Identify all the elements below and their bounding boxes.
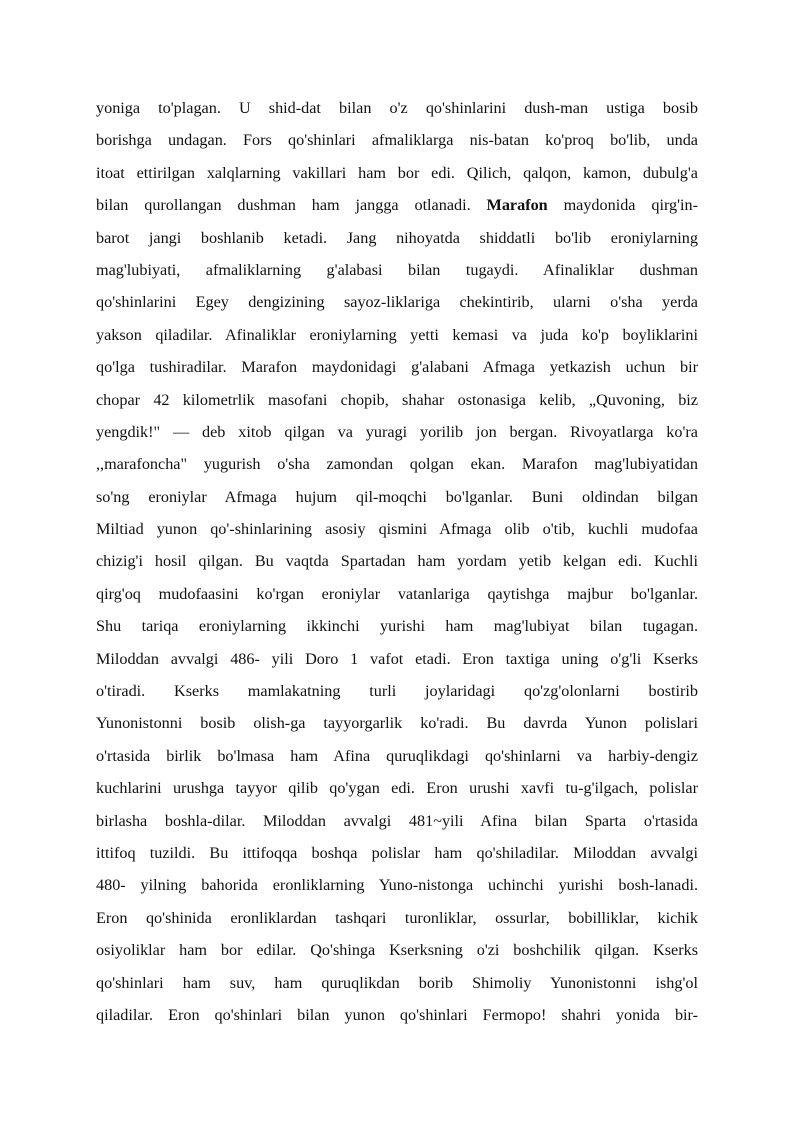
text-line: qo'shinlarini Egey dengizining sayoz-liklariga chekintirib, ularni o'sha yerda xyxy=(96,293,698,312)
text-line: qirg'oq mudofaasini ko'rgan eroniylar vatanlariga qaytishga majbur bo'lganlar. xyxy=(96,584,698,603)
text-line: qiladilar. Eron qo'shinlari bilan yunon qo'shinlari Fermopo! shahri yonida bir- xyxy=(96,1005,698,1024)
text-line: o'tiradi. Kserks mamlakatning turli joylaridagi qo'zg'olonlarni bostirib xyxy=(96,682,698,701)
text-line: barot jangi boshlanib ketadi. Jang nihoyatda shiddatli bo'lib eroniylarning xyxy=(96,228,698,247)
text-segment: bilan qurollangan dushman ham jangga otlanadi. xyxy=(96,196,471,215)
text-line: yakson qiladilar. Afinaliklar eroniylarning yetti kemasi va juda ko'p boyliklarini xyxy=(96,325,698,344)
text-line: Miloddan avvalgi 486- yili Doro 1 vafot etadi. Eron taxtiga uning o'g'li Kserks xyxy=(96,649,698,668)
text-line xyxy=(96,189,698,221)
text-line: 480- yilning bahorida eronliklarning Yuno-nistonga uchinchi yurishi bosh-lanadi. xyxy=(96,876,698,895)
text-line: so'ng eroniylar Afmaga hujum qil-moqchi bo'lganlar. Buni oldindan bilgan xyxy=(96,487,698,506)
text-line: borishga undagan. Fors qo'shinlari afmaliklarga nis-batan ko'proq bo'lib, unda xyxy=(96,131,698,150)
text-line: Eron qo'shinida eronliklardan tashqari turonliklar, ossurlar, bobilliklar, kichik xyxy=(96,908,698,927)
text-line: ,,marafoncha" yugurish o'sha zamondan qolgan ekan. Marafon mag'lubiyatidan xyxy=(96,455,698,474)
text-line: qo'lga tushiradilar. Marafon maydonidagi g'alabani Afmaga yetkazish uchun bir xyxy=(96,358,698,377)
text-line: kuchlarini urushga tayyor qilib qo'ygan edi. Eron urushi xavfi tu-g'ilgach, polislar xyxy=(96,779,698,798)
text-line: Yunonistonni bosib olish-ga tayyorgarlik ko'radi. Bu davrda Yunon polislari xyxy=(96,714,698,733)
text-segment: maydonida qirg'in- xyxy=(563,196,698,215)
text-line: birlasha boshla-dilar. Miloddan avvalgi 481~yili Afina bilan Sparta o'rtasida xyxy=(96,811,698,830)
text-line: chopar 42 kilometrlik masofani chopib, shahar ostonasiga kelib, „Quvoning, biz xyxy=(96,390,698,409)
text-line: chizig'i hosil qilgan. Bu vaqtda Spartadan ham yordam yetib kelgan edi. Kuchli xyxy=(96,552,698,571)
text-line: Miltiad yunon qo'-shinlarining asosiy qismini Afmaga olib o'tib, kuchli mudofaa xyxy=(96,520,698,539)
text-line: yengdik!" — deb xitob qilgan va yuragi yorilib jon bergan. Rivoyatlarga ko'ra xyxy=(96,422,698,441)
text-line: mag'lubiyati, afmaliklarning g'alabasi bilan tugaydi. Afinaliklar dushman xyxy=(96,260,698,279)
body-text xyxy=(96,92,698,1031)
text-line: Shu tariqa eroniylarning ikkinchi yurishi ham mag'lubiyat bilan tugagan. xyxy=(96,617,698,636)
text-line: osiyoliklar ham bor edilar. Qo'shinga Kserksning o'zi boshchilik qilgan. Kserks xyxy=(96,941,698,960)
text-line: ittifoq tuzildi. Bu ittifoqqa boshqa polislar ham qo'shiladilar. Miloddan avvalgi xyxy=(96,843,698,862)
text-line: qo'shinlari ham suv, ham quruqlikdan borib Shimoliy Yunonistonni ishg'ol xyxy=(96,973,698,992)
text-line: o'rtasida birlik bo'lmasa ham Afina quruqlikdagi qo'shinlarni va harbiy-dengiz xyxy=(96,746,698,765)
text-line: yoniga to'plagan. U shid-dat bilan o'z qo'shinlarini dush-man ustiga bosib xyxy=(96,99,698,117)
bold-term-marafon: Marafon xyxy=(486,196,548,215)
text-line: itoat ettirilgan xalqlarning vakillari ham bor edi. Qilich, qalqon, kamon, dubulg'a xyxy=(96,163,698,182)
